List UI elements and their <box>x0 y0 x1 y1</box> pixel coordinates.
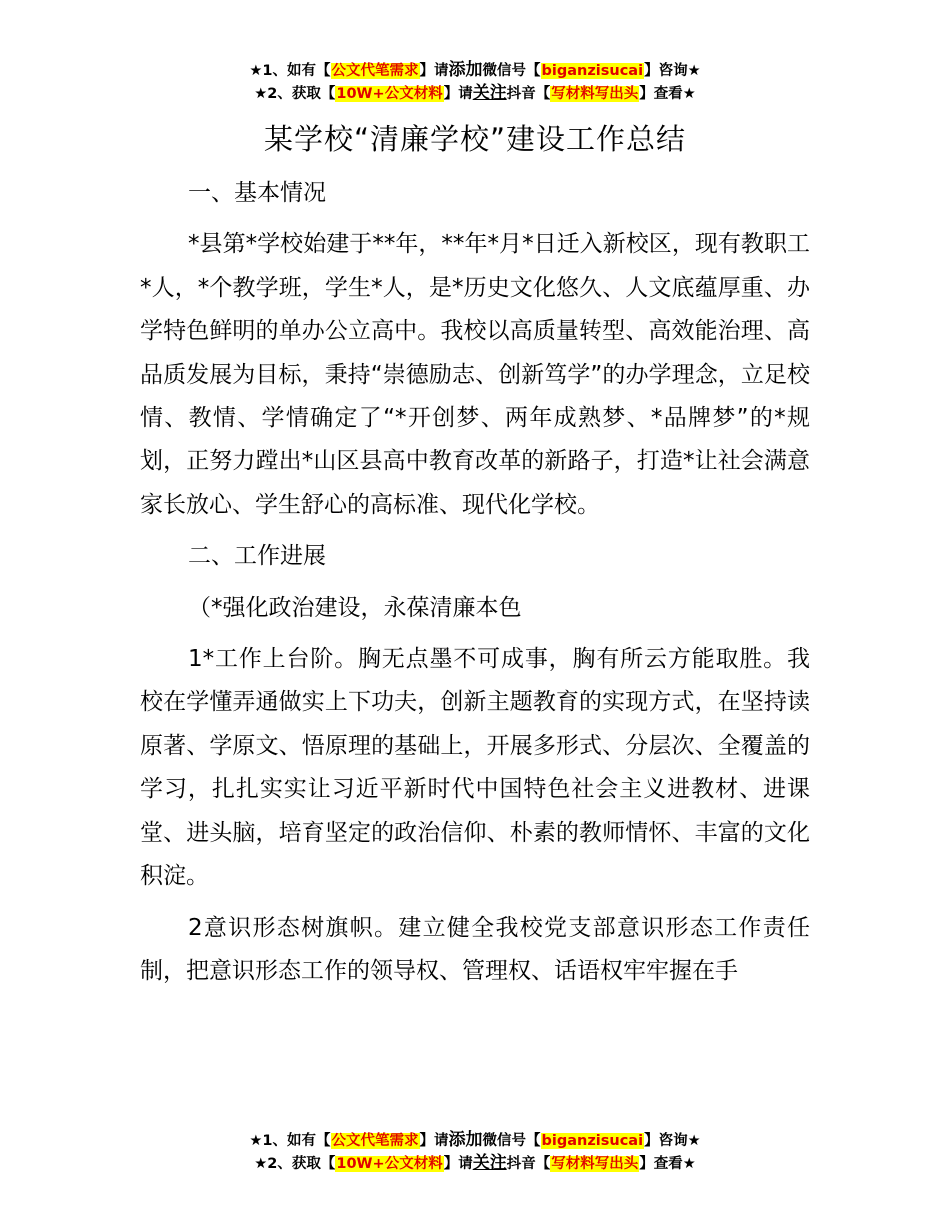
banner-line-2 <box>0 82 950 105</box>
highlight-materials: 10W+公文材料 <box>336 86 443 102</box>
banner-text: 抖音【 <box>506 1156 551 1172</box>
banner-text: 】查看★ <box>639 1156 696 1172</box>
paragraph: 1*工作上台阶。胸无点墨不可成事，胸有所云方能取胜。我校在学懂弄通做实上下功夫，创新主题教育的实现方式，在坚持读原著、学原文、悟原理的基础上，开展多形式、分层次、全覆盖的学习，扎扎实实让习近平新时代中国特色社会主义进教材、进课堂、进头脑，培育坚定的政治信仰、朴素的教师情怀、丰富的文化积淀。 <box>140 646 810 890</box>
subsection-heading: （*强化政治建设，永葆清廉本色 <box>188 594 522 621</box>
banner-text: ★1、如有【 <box>249 1133 331 1149</box>
document-title: 某学校“清廉学校”建设工作总结 <box>263 122 687 156</box>
header-banner <box>0 59 950 105</box>
banner-emphasis: 关注 <box>472 83 507 103</box>
paragraph: *县第*学校始建于**年，**年*月*日迁入新校区，现有教职工*人，*个教学班，学生*人，是*历史文化悠久、人文底蕴厚重、办学特色鲜明的单办公立高中。我校以高质量转型、高效能治理、高品质发展为目标，秉持“崇德励志、创新笃学”的办学理念，立足校情、教情、学情确定了“*开创梦、两年成熟梦、*品牌梦”的*规划，正努力蹚出*山区县高中教育改革的新路子，打造*让社会满意家长放心、学生舒心的高标准、现代化学校。 <box>140 231 810 518</box>
highlight-douyin-account: 写材料写出头 <box>551 86 639 102</box>
highlight-materials: 10W+公文材料 <box>336 1156 443 1172</box>
section-heading: 二、工作进展 <box>188 543 326 570</box>
banner-text: 】请 <box>419 63 449 79</box>
banner-text: ★2、获取【 <box>254 86 336 102</box>
highlight-douyin-account: 写材料写出头 <box>551 1156 639 1172</box>
banner-text: 】查看★ <box>639 86 696 102</box>
banner-line-2 <box>0 1152 950 1175</box>
banner-text: 】请 <box>443 1156 473 1172</box>
banner-line-1 <box>0 59 950 82</box>
highlight-ghostwriting: 公文代笔需求 <box>331 1133 419 1149</box>
document-body <box>140 172 810 993</box>
banner-text: 抖音【 <box>506 86 551 102</box>
banner-text: ★2、获取【 <box>254 1156 336 1172</box>
footer-banner <box>0 1129 950 1175</box>
highlight-ghostwriting: 公文代笔需求 <box>331 63 419 79</box>
banner-text: 微信号【 <box>482 1133 541 1149</box>
banner-text: 微信号【 <box>482 63 541 79</box>
highlight-wechat-id: biganzisucai <box>541 1133 644 1149</box>
banner-line-1 <box>0 1129 950 1152</box>
highlight-wechat-id: biganzisucai <box>541 63 644 79</box>
banner-emphasis: 添加 <box>448 1130 483 1150</box>
banner-text: 】请 <box>419 1133 449 1149</box>
paragraph: 2意识形态树旗帜。建立健全我校党支部意识形态工作责任制，把意识形态工作的领导权、管理权、话语权牢牢握在手 <box>140 914 810 984</box>
banner-text: 】咨询★ <box>644 1133 701 1149</box>
section-heading: 一、基本情况 <box>188 180 326 206</box>
banner-text: 】请 <box>443 86 473 102</box>
banner-emphasis: 添加 <box>448 60 483 80</box>
banner-text: ★1、如有【 <box>249 63 331 79</box>
banner-emphasis: 关注 <box>472 1153 507 1173</box>
banner-text: 】咨询★ <box>644 63 701 79</box>
